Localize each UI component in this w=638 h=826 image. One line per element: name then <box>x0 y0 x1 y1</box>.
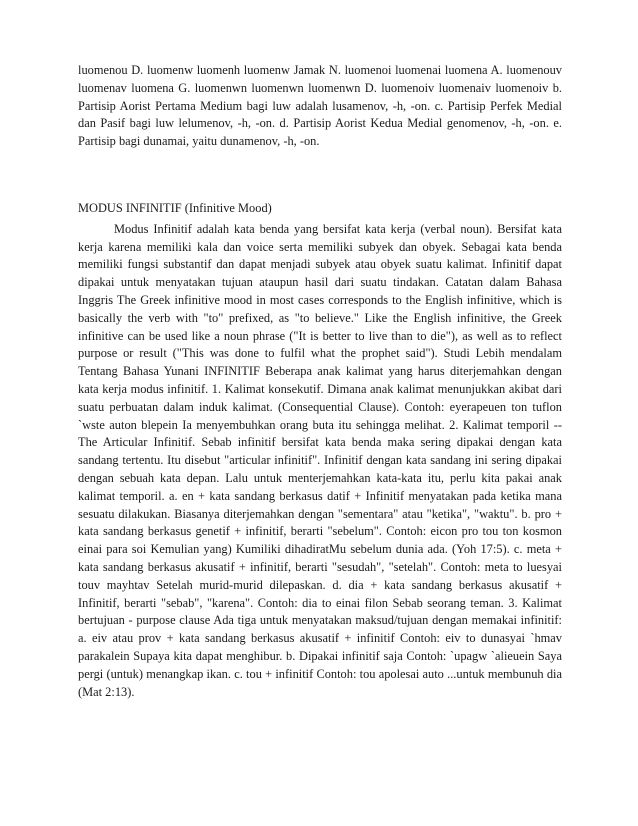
declension-paragraph: luomenou D. luomenw luomenh luomenw Jamak N. luomenoi luomenai luomena A. luomenouv luomenav luomena G. luomenwn luomenwn luomenwn D. luomenoiv luomenaiv luomenoiv b. Partisip Aorist Pertama Medium bagi luw adalah lusamenov, -h, -on. c. Partisip Perfek Medial dan Pasif bagi luw lelumenov, -h, -on. d. Partisip Aorist Kedua Medial genomenov, -h, -on. e. Partisip bagi dunamai, yaitu dunamenov, -h, -on. <box>78 63 562 149</box>
section-heading: MODUS INFINITIF (Infinitive Mood) <box>78 200 272 215</box>
document-page <box>78 62 562 701</box>
infinitive-paragraph: Modus Infinitif adalah kata benda yang bersifat kata kerja (verbal noun). Bersifat kata kerja karena memiliki kala dan voice serta memiliki subyek dan obyek. Sebagai kata benda memiliki fungsi substantif dan dapat menjadi subyek atau obyek suatu kalimat. Infinitif dapat dipakai untuk menyatakan tujuan ataupun hasil dari suatu tindakan. Catatan dalam Bahasa Inggris The Greek infinitive mood in most cases corresponds to the English infinitive, which is basically the verb with "to" prefixed, as "to believe." Like the English infinitive, the Greek infinitive can be used like a noun phrase ("It is better to live than to die"), as well as to reflect purpose or result ("This was done to fulfil what the prophet said"). Studi Lebih mendalam Tentang Bahasa Yunani INFINITIF Beberapa anak kalimat yang harus diterjemahkan dengan kata kerja modus infinitif. 1. Kalimat konsekutif. Dimana anak kalimat menunjukkan akibat dari suatu perbuatan dalam induk kalimat. (Consequential Clause). Contoh: eyerapeuen ton tuflon `wste auton blepein Ia menyembuhkan orang buta itu sehingga melihat. 2. Kalimat temporil -- The Articular Infinitif. Sebab infinitif bersifat kata benda maka sering dipakai dengan kata sandang tertentu. Itu disebut "articular infinitif". Infinitif dengan kata sandang ini sering dipakai dengan sebuah kata depan. Lalu untuk menterjemahkan kata-kata itu, perlu kita pakai anak kalimat temporil. a. en + kata sandang berkasus datif + Infinitif menyatakan pada ketika mana sesuatu dilakukan. Biasanya diterjemahkan dengan "sementara" atau "ketika", "waktu". b. pro + kata sandang berkasus genetif + infinitif, berarti "sebelum". Contoh: eicon pro tou ton kosmon einai para soi Kemulian yang) Kumiliki dihadiratMu sebelum dunia ada. (Yoh 17:5). c. meta + kata sandang berkasus akusatif + infinitif, berarti "sesudah", "setelah". Contoh: meta to luesyai touv mayhtav Setelah murid-murid dilepaskan. d. dia + kata sandang berkasus akusatif + Infinitif, berarti "sebab", "karena". Contoh: dia to einai filon Sebab seorang teman. 3. Kalimat bertujuan - purpose clause Ada tiga untuk menyatakan maksud/tujuan dengan memakai infinitif: a. eiv atau prov + kata sandang berkasus akusatif + infinitif Contoh: eiv to dunasyai `hmav parakalein Supaya kita dapat menghibur. b. Dipakai infinitif saja Contoh: `upagw `alieuein Saya pergi (untuk) menangkap ikan. c. tou + infinitif Contoh: tou apolesai auto ...untuk membunuh dia (Mat 2:13). <box>78 221 562 699</box>
